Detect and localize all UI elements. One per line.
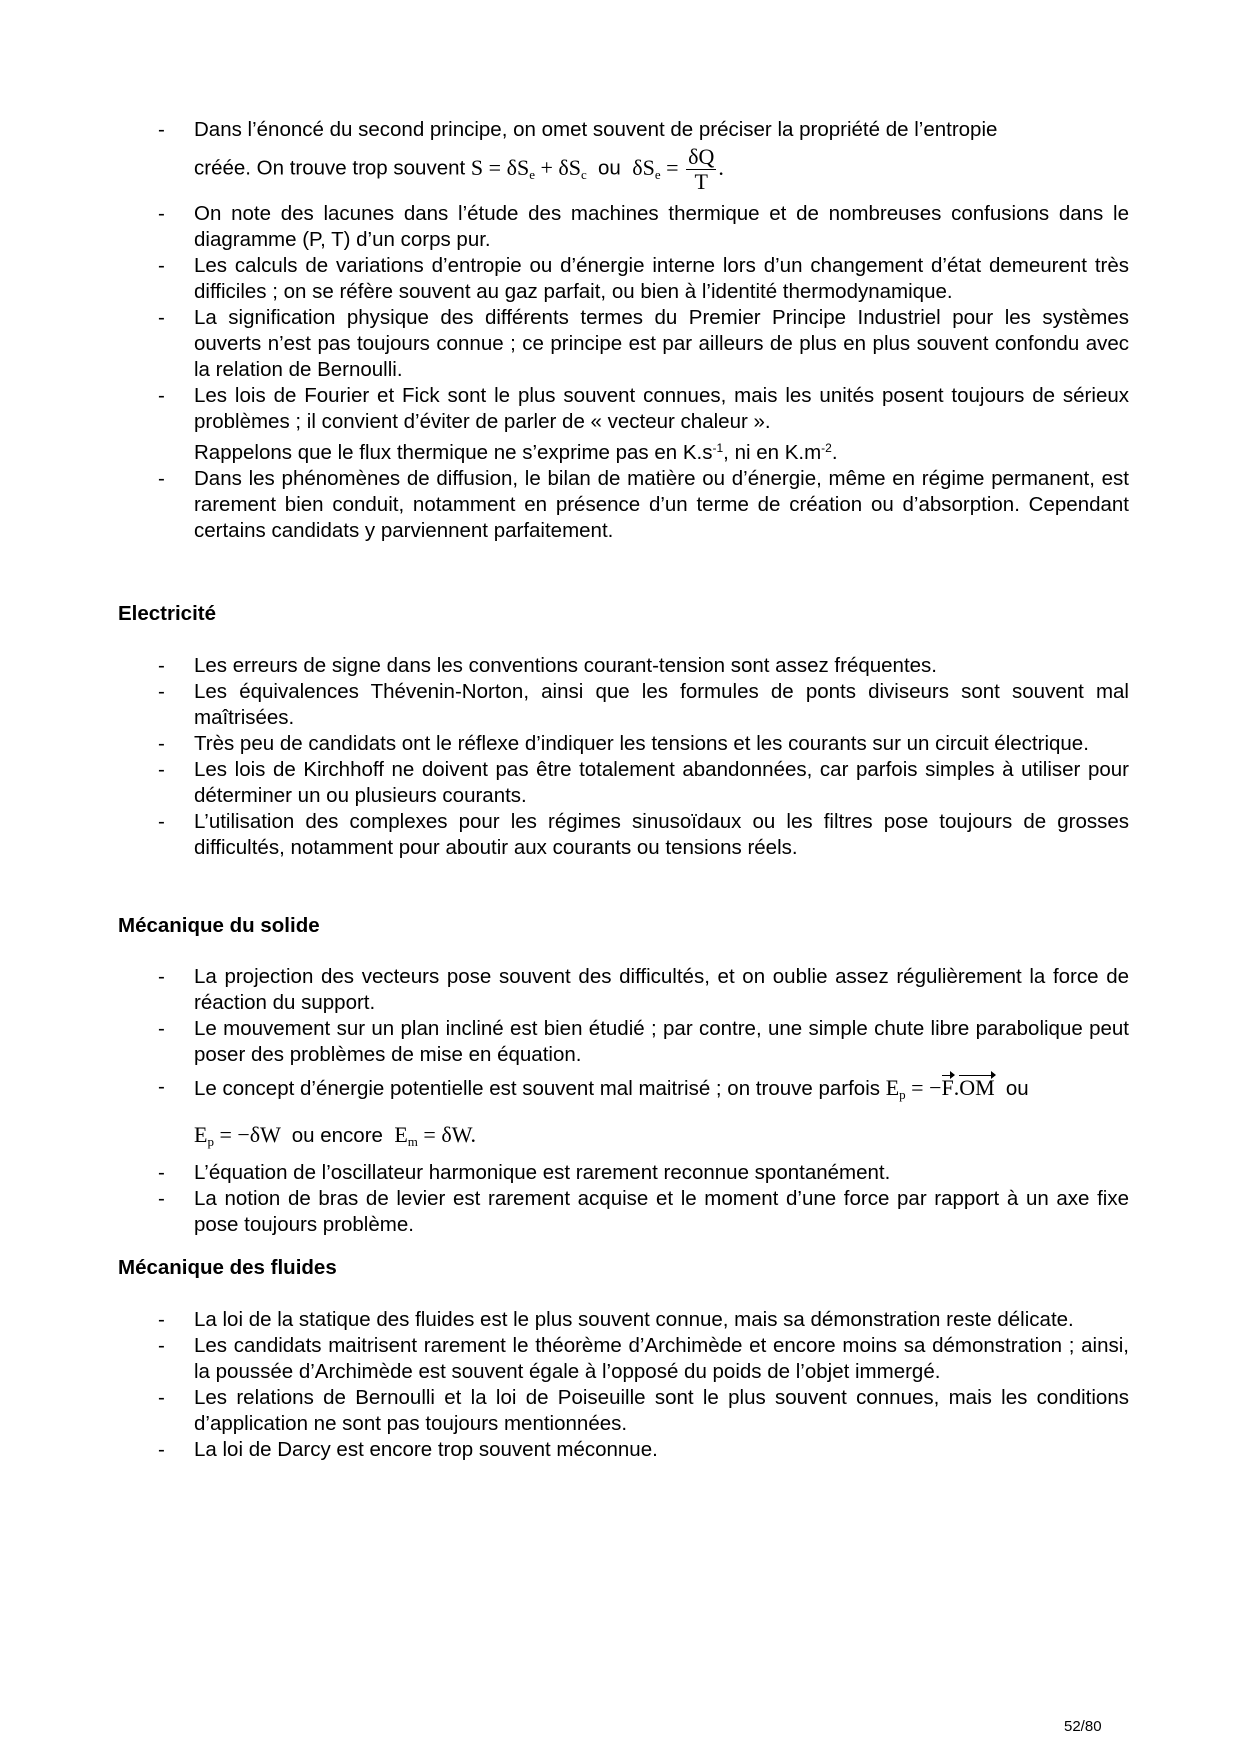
list-item: - Les équivalences Thévenin-Norton, ainsi que les formules de ponts diviseurs sont souvent mal maîtrisées. bbox=[158, 680, 1129, 729]
list-item: - Les lois de Fourier et Fick sont le plus souvent connues, mais les unités posent toujours de sérieux problèmes ; il convient d’éviter de parler de « vecteur chaleur ». Rappelons que le flux thermique ne s’exprime pas en $K.s^{-1}$, ni en $K.m^{-2}$. bbox=[158, 383, 1129, 464]
list-item: - Les candidats maitrisent rarement le théorème d’Archimède et encore moins sa démonstration ; ainsi, la poussée d’Archimède est souvent égale à l’opposé du poids de l’objet immergé. bbox=[158, 1334, 1129, 1383]
list-item: - La loi de la statique des fluides est le plus souvent connue, mais sa démonstration reste délicate. bbox=[158, 1308, 1074, 1331]
fluides-list bbox=[0, 1307, 1240, 1463]
list-item: - La signification physique des différents termes du Premier Principe Industriel pour les systèmes ouverts n’est pas toujours connue ; ce principe est par ailleurs de plus en plus souvent confondu avec la relation de Bernoulli. bbox=[158, 305, 1129, 381]
energy-formula-1: $E_p = -F.OM$ bbox=[885, 1075, 995, 1102]
energy-formula-3: $E_m = \delta W$. bbox=[394, 1122, 476, 1149]
list-item: - Le mouvement sur un plan incliné est bien étudié ; par contre, une simple chute libre parabolique peut poser des problèmes de mise en équation. bbox=[158, 1017, 1129, 1066]
list-item: - L’utilisation des complexes pour les régimes sinusoïdaux ou les filtres pose toujours de grosses difficultés, notamment pour aboutir aux courants ou tensions réels. bbox=[158, 810, 1129, 859]
list-item: - La loi de Darcy est encore trop souvent méconnue. bbox=[158, 1438, 658, 1461]
section-heading-electricite: Electricité bbox=[118, 602, 216, 625]
list-item: - Les calculs de variations d’entropie ou d’énergie interne lors d’un changement d’état demeurent très difficiles ; on se réfère souvent au gaz parfait, ou bien à l’identité thermodynamique. bbox=[158, 253, 1129, 303]
page-number: 52/80 bbox=[1064, 1718, 1102, 1735]
entropy-formula-2: $\delta S_e$ = $\frac{\delta Q}{T}$ . bbox=[632, 144, 724, 194]
list-item: - Dans les phénomènes de diffusion, le bilan de matière ou d’énergie, même en régime permanent, est rarement bien conduit, notamment en présence d’un terme de création ou d’absorption. Cependant certains candidats y parviennent parfaitement. bbox=[158, 466, 1129, 542]
section-heading-fluides: Mécanique des fluides bbox=[118, 1256, 337, 1279]
thermo-list bbox=[0, 117, 1240, 544]
list-item: - La notion de bras de levier est rarement acquise et le moment d’une force par rapport à un axe fixe pose toujours problème. bbox=[158, 1187, 1129, 1236]
list-item: - L’équation de l’oscillateur harmonique est rarement reconnue spontanément. bbox=[158, 1161, 891, 1184]
list-item: - Très peu de candidats ont le réflexe d’indiquer les tensions et les courants sur un circuit électrique. bbox=[158, 732, 1089, 755]
list-item: - Dans l’énoncé du second principe, on omet souvent de préciser la propriété de l’entropie créée. On trouve trop souvent $S = \delta S_e + \delta S_c$ ou $\delta S_e$ = $\frac{\delta Q}{T}$ . bbox=[158, 118, 998, 194]
list-item: - Le concept d’énergie potentielle est souvent mal maitrisé ; on trouve parfois $E_p = -F.OM$ ou $E_p = -\delta W$ ou encore $E_m = \delta W$. bbox=[158, 1075, 1029, 1149]
list-item: - Les relations de Bernoulli et la loi de Poiseuille sont le plus souvent connues, mais les conditions d’application ne sont pas toujours mentionnées. bbox=[158, 1386, 1129, 1435]
energy-formula-2: $E_p = -\delta W$ bbox=[194, 1122, 281, 1149]
solide-list bbox=[0, 964, 1240, 1238]
list-item: - Les erreurs de signe dans les conventions courant-tension sont assez fréquentes. bbox=[158, 654, 937, 677]
electricite-list bbox=[0, 653, 1240, 861]
section-heading-solide: Mécanique du solide bbox=[118, 914, 320, 937]
list-item: - Les lois de Kirchhoff ne doivent pas être totalement abandonnées, car parfois simples à utiliser pour déterminer un ou plusieurs courants. bbox=[158, 758, 1129, 807]
list-item: - La projection des vecteurs pose souvent des difficultés, et on oublie assez régulièrement la force de réaction du support. bbox=[158, 965, 1129, 1014]
entropy-formula-1: $S = \delta S_e + \delta S_c$ bbox=[470, 154, 587, 182]
list-item: - On note des lacunes dans l’étude des machines thermique et de nombreuses confusions dans le diagramme (P, T) d’un corps pur. bbox=[158, 201, 1129, 251]
